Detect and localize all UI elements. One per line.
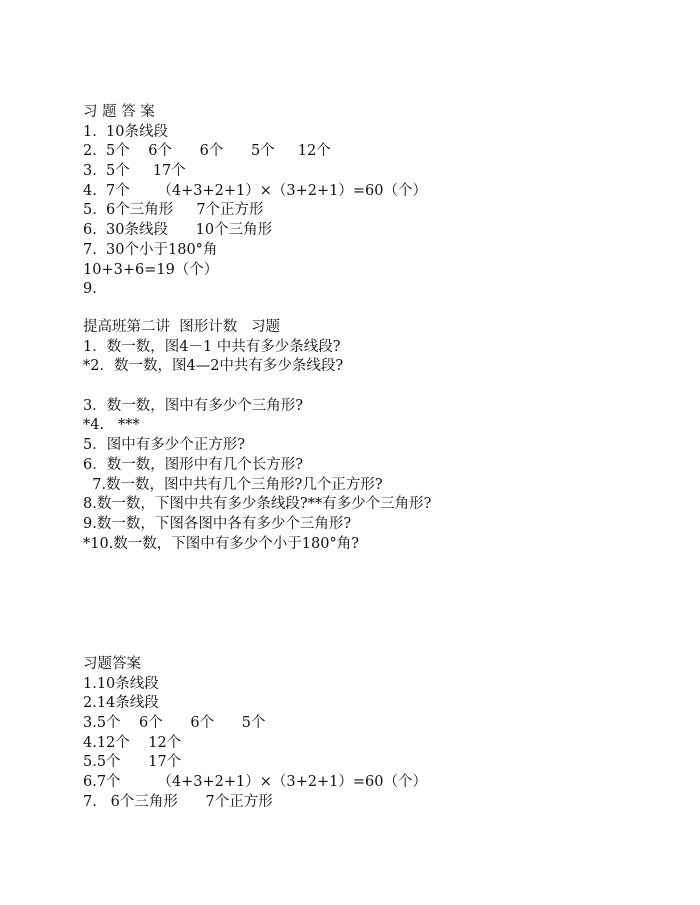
answer-line-5: 5. 6个三角形 7个正方形 (83, 202, 264, 219)
exercise-line-5: 5．图中有多少个正方形? (83, 437, 245, 454)
answer-line-5: 5.5个 17个 (83, 754, 182, 771)
section-title: 习题答案 (83, 656, 141, 672)
answer-line-9: 9. (83, 281, 97, 298)
answer-line-6: 6.7个 （4+3+2+1）×（3+2+1）=60（个） (83, 774, 428, 791)
section-title: 习 题 答 案 (83, 104, 155, 120)
answer-line-3: 3. 5个 17个 (83, 163, 186, 180)
exercise-line-1: 1．数一数，图4－1 中共有多少条线段? (83, 338, 341, 355)
exercise-line-6: 6．数一数，图形中有几个长方形? (83, 456, 303, 473)
answer-line-4: 4. 7个 （4+3+2+1）×（3+2+1）=60（个） (83, 182, 428, 199)
answer-line-3: 3.5个 6个 6个 5个 (83, 715, 266, 732)
exercise-line-3: 3．数一数，图中有多少个三角形? (83, 397, 303, 414)
answer-line-2: 2. 5个 6个 6个 5个 12个 (83, 143, 331, 160)
answer-line-2: 2.14条线段 (83, 695, 159, 712)
exercise-blank-line (83, 377, 683, 397)
answers-section-2 (83, 655, 683, 813)
answer-line-1: 1.10条线段 (83, 675, 159, 692)
exercises-section (83, 318, 683, 554)
answer-line-1: 1. 10条线段 (83, 123, 169, 140)
exercise-line-10: *10.数一数，下图中有多少个小于180°角? (83, 535, 360, 552)
answer-line-7: 7. 6个三角形 7个正方形 (83, 793, 273, 810)
answers-section-1 (83, 103, 683, 300)
answer-line-7: 7. 30个小于180°角 (83, 241, 218, 258)
exercise-line-7: 7.数一数，图中共有几个三角形?几个正方形? (83, 476, 383, 493)
exercise-line-9: 9.数一数，下图各图中各有多少个三角形? (83, 515, 352, 532)
exercise-line-4: *4. *** (83, 417, 140, 434)
exercise-line-8: 8.数一数，下图中共有多少条线段?**有多少个三角形? (83, 496, 432, 513)
answer-line-4: 4.12个 12个 (83, 734, 182, 751)
exercise-line-2: *2．数一数，图4—2中共有多少条线段? (83, 358, 344, 375)
answer-line-8: 10+3+6=19（个） (83, 261, 219, 278)
section-title: 提高班第二讲 图形计数 习题 (83, 319, 281, 335)
answer-line-6: 6. 30条线段 10个三角形 (83, 222, 273, 239)
